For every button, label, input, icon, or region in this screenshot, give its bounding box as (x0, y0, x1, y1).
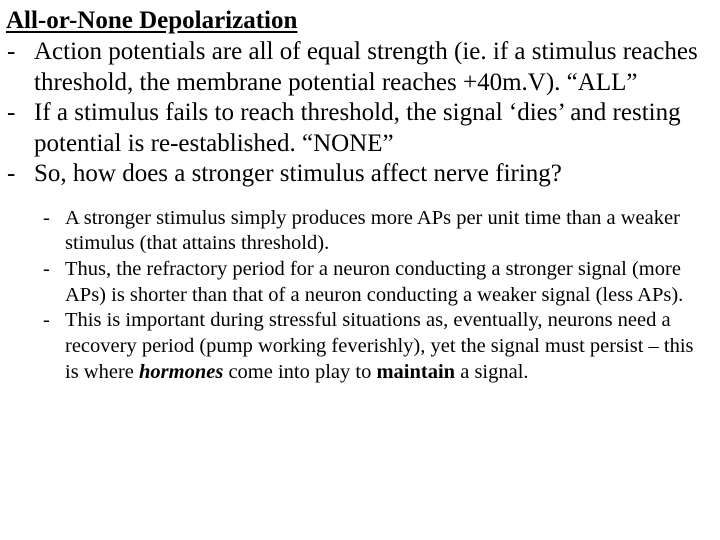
dash-marker: - (43, 309, 50, 332)
dash-marker: - (7, 99, 16, 126)
dash-marker: - (7, 38, 16, 65)
bullet-item (6, 37, 712, 98)
dash-marker: - (43, 206, 50, 229)
bullet-item (6, 98, 712, 159)
sub-bullet-item (36, 308, 712, 385)
bullet-text: So, how does a stronger stimulus affect nerve firing? (34, 160, 562, 187)
text-after: a signal. (455, 360, 529, 383)
dash-marker: - (7, 160, 16, 187)
emphasis-maintain: maintain (376, 360, 456, 383)
sub-bullet-text (65, 309, 694, 382)
sub-bullet-list (36, 206, 712, 386)
sub-bullet-text: Thus, the refractory period for a neuron conducting a stronger signal (more APs) is shorter than that of a neuron conducting a weaker signal (less APs). (65, 257, 684, 306)
bullet-list (6, 37, 712, 190)
text-before-hormones: This is important during stressful situations as, eventually, neurons need a recovery period (pump working feverishly), yet the signal must persist – this is where (65, 309, 694, 383)
text-middle: come into play to (223, 360, 377, 383)
bullet-text: If a stimulus fails to reach threshold, the signal ‘dies’ and resting potential is re-established. “NONE” (34, 99, 681, 157)
sub-bullet-text: A stronger stimulus simply produces more APs per unit time than a weaker stimulus (that attains threshold). (65, 206, 680, 255)
sub-bullet-item (36, 257, 712, 308)
emphasis-hormones: hormones (139, 360, 224, 383)
sub-bullet-item (36, 206, 712, 257)
bullet-text: Action potentials are all of equal strength (ie. if a stimulus reaches threshold, the membrane potential reaches +40m.V). “ALL” (34, 38, 698, 96)
bullet-item (6, 159, 712, 190)
slide-title: All-or-None Depolarization (6, 7, 298, 34)
dash-marker: - (43, 257, 50, 280)
